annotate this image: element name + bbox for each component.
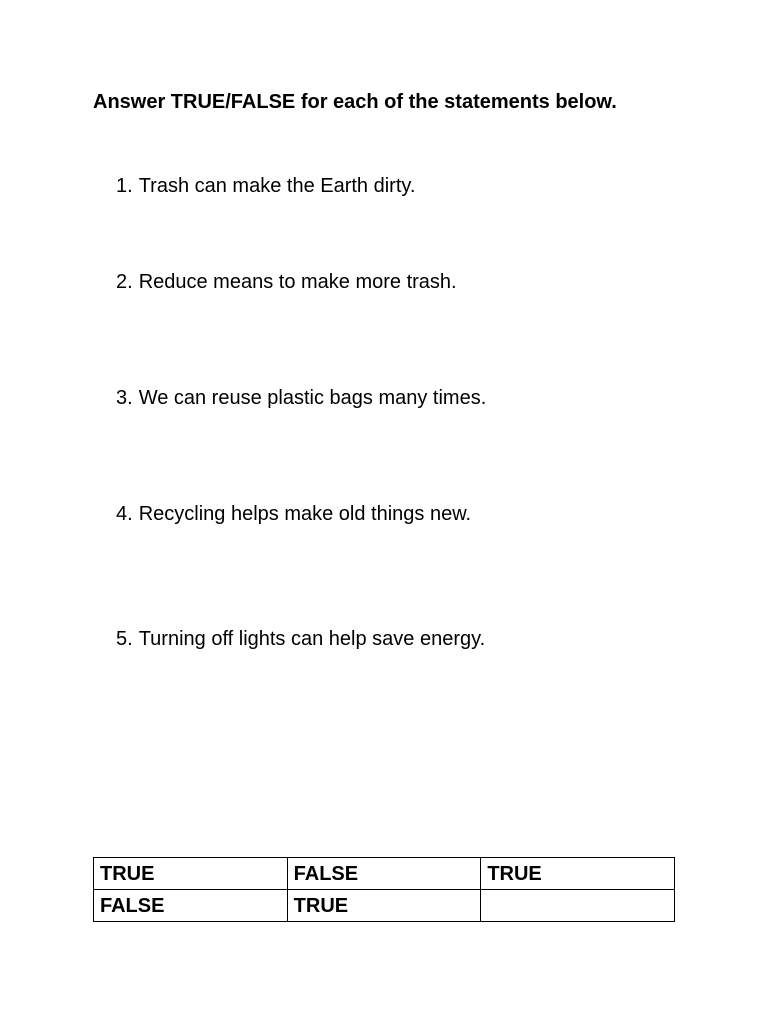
table-cell: FALSE bbox=[287, 858, 481, 890]
statement-text: Recycling helps make old things new. bbox=[138, 503, 472, 525]
table-row bbox=[94, 858, 675, 890]
table-cell: TRUE bbox=[481, 858, 675, 890]
statement-5 bbox=[116, 626, 485, 652]
statement-number: 2. bbox=[116, 271, 133, 293]
statement-1 bbox=[116, 173, 415, 199]
statement-text: Trash can make the Earth dirty. bbox=[138, 175, 416, 197]
instruction-heading: Answer TRUE/FALSE for each of the statements below. bbox=[93, 91, 617, 113]
statement-text: We can reuse plastic bags many times. bbox=[138, 387, 487, 409]
table-row bbox=[94, 890, 675, 922]
answer-table bbox=[93, 857, 675, 922]
table-cell: FALSE bbox=[94, 890, 288, 922]
statement-number: 3. bbox=[116, 387, 133, 409]
table-cell: TRUE bbox=[287, 890, 481, 922]
statement-number: 5. bbox=[116, 628, 133, 650]
table-cell: TRUE bbox=[94, 858, 288, 890]
statement-text: Turning off lights can help save energy. bbox=[138, 628, 486, 650]
statement-3 bbox=[116, 385, 486, 411]
statement-4 bbox=[116, 501, 471, 527]
table-cell bbox=[481, 890, 675, 922]
statement-number: 1. bbox=[116, 175, 133, 197]
statement-text: Reduce means to make more trash. bbox=[138, 271, 457, 293]
statement-number: 4. bbox=[116, 503, 133, 525]
statement-2 bbox=[116, 269, 457, 295]
